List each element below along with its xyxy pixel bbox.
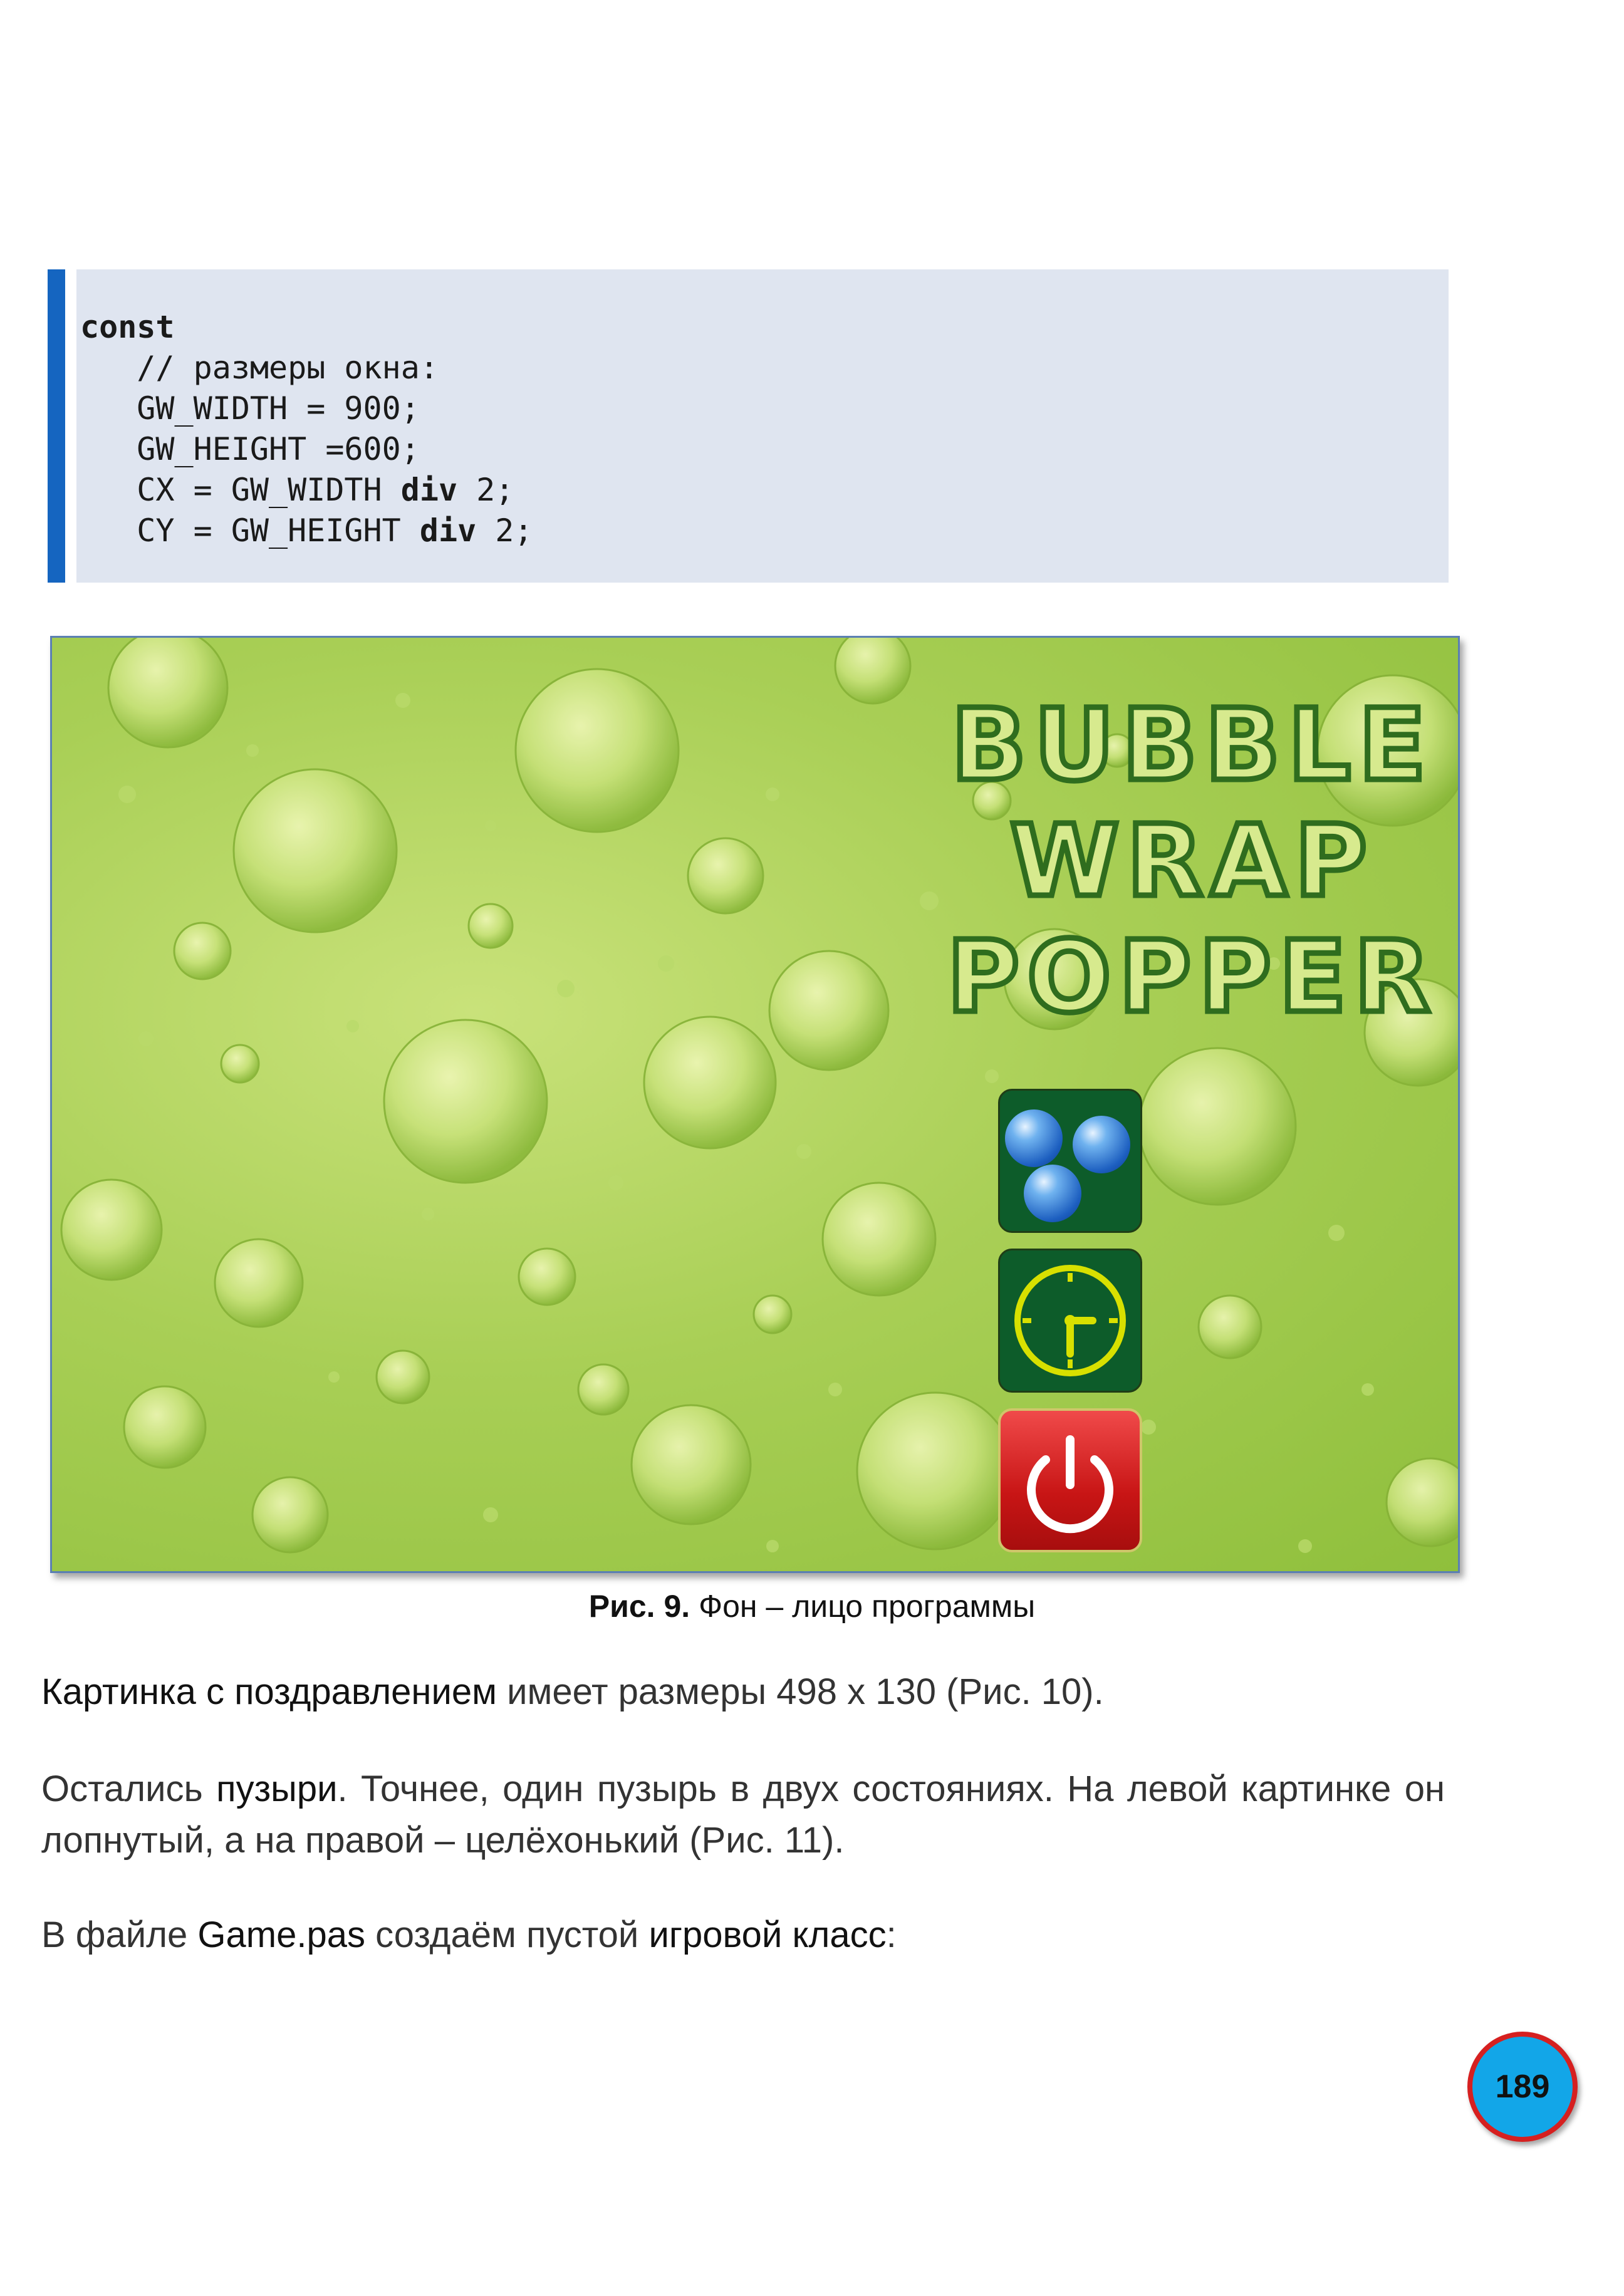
- paragraph: Остались пузыри. Точнее, один пузырь в двух состояниях. На левой картинке он лопнутый, а на правой – целёхонький (Рис. 11).: [41, 1769, 1445, 1861]
- bubble-icon: [1073, 1116, 1130, 1173]
- game-title-line-2: WRAP: [1009, 804, 1375, 919]
- code-line: const: [80, 309, 175, 345]
- code-line: GW_WIDTH = 900;: [80, 390, 420, 427]
- bubbles-mode-button[interactable]: [998, 1089, 1142, 1233]
- page-number: 189: [1467, 2032, 1578, 2142]
- figure-caption: Рис. 9. Фон – лицо программы: [588, 1589, 1036, 1624]
- power-icon: [1001, 1411, 1140, 1550]
- code-line: CY = GW_HEIGHT div 2;: [80, 512, 533, 549]
- bubble-icon: [1005, 1109, 1063, 1167]
- exit-button[interactable]: [998, 1408, 1142, 1552]
- paragraph: Картинка с поздравлением имеет размеры 498 x 130 (Рис. 10).: [41, 1671, 1104, 1712]
- game-title-line-3: POPPER: [947, 920, 1438, 1035]
- code-line: CX = GW_WIDTH div 2;: [80, 472, 514, 508]
- paragraph: В файле Game.pas создаём пустой игровой класс:: [41, 1914, 897, 1955]
- timer-mode-button[interactable]: [998, 1249, 1142, 1393]
- bubble-icon: [1024, 1165, 1081, 1222]
- game-background-figure: [50, 636, 1460, 1573]
- code-block: [76, 269, 1449, 583]
- game-title-line-1: BUBBLE: [950, 688, 1434, 803]
- code-accent-bar: [48, 269, 65, 583]
- code-line: GW_HEIGHT =600;: [80, 431, 420, 467]
- clock-icon: [1000, 1250, 1140, 1391]
- code-line: // размеры окна:: [80, 350, 439, 386]
